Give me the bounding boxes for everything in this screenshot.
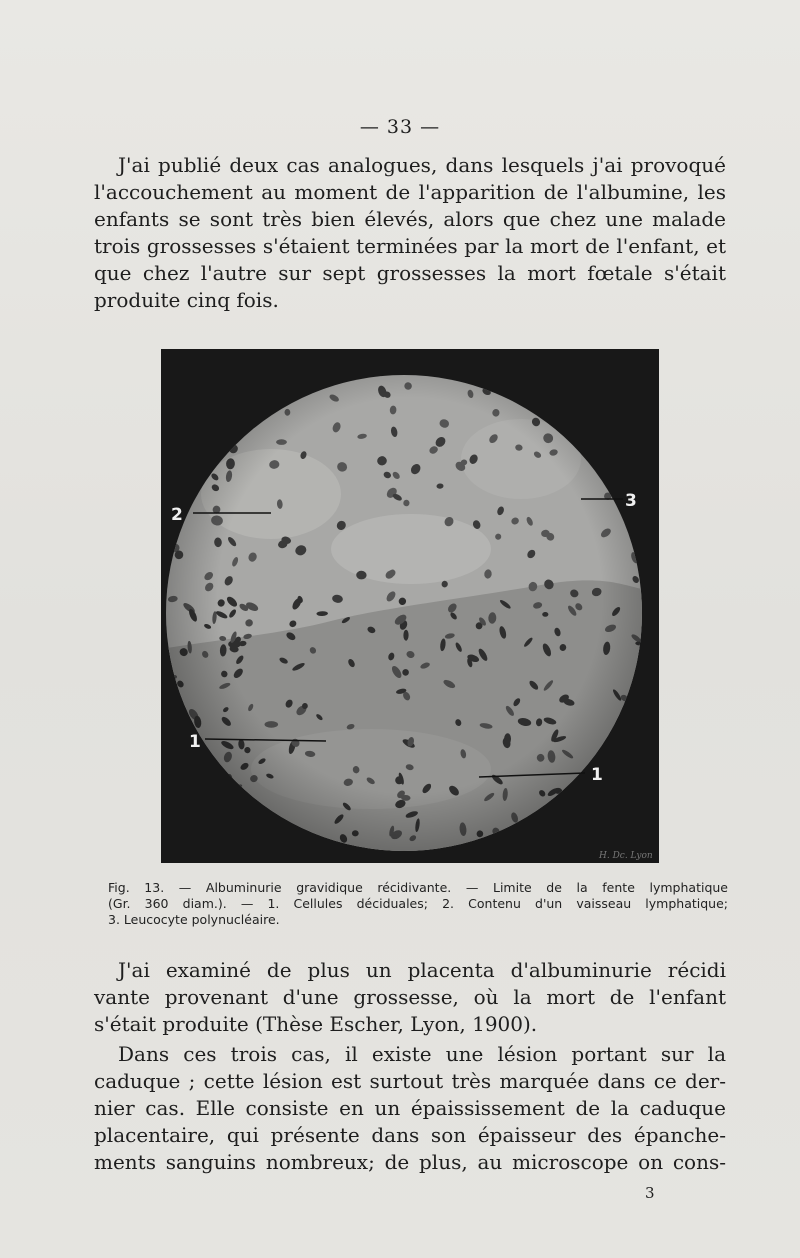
text-line: vante provenant d'une grossesse, où la mort de l'enfant: [94, 985, 726, 1009]
text-line: Dans ces trois cas, il existe une lésion portant sur la: [118, 1042, 726, 1066]
caption-line: Fig. 13. — Albuminurie gravidique récidivante. — Limite de la fente lymphatique: [108, 880, 728, 895]
text-line: que chez l'autre sur sept grossesses la mort fœtale s'était: [94, 261, 726, 285]
micrograph-figure: [161, 349, 659, 863]
page-number: — 33 —: [359, 116, 441, 138]
text-line: caduque ; cette lésion est surtout très marquée dans ce der-: [94, 1069, 726, 1093]
figure-caption: [108, 880, 728, 928]
text-line: enfants se sont très bien élevés, alors que chez une malade: [94, 207, 726, 231]
figure-label-2: 2: [171, 505, 183, 525]
text-line: J'ai publié deux cas analogues, dans lesquels j'ai provoqué: [118, 153, 726, 177]
engraver-signature: H. Dc. Lyon: [599, 851, 653, 861]
signature-mark: 3: [645, 1184, 655, 1202]
figure-label-1a: 1: [189, 732, 201, 752]
text-line: placentaire, qui présente dans son épaisseur des épanche-: [94, 1123, 726, 1147]
paragraph-2: [94, 957, 726, 1038]
text-line: trois grossesses s'étaient terminées par la mort de l'enfant, et: [94, 234, 726, 258]
figure-label-1b: 1: [591, 765, 603, 785]
text-line: produite cinq fois.: [94, 288, 279, 312]
text-line: s'était produite (Thèse Escher, Lyon, 1900).: [94, 1012, 538, 1036]
paragraph-3: [94, 1041, 726, 1176]
text-line: nier cas. Elle consiste en un épaississement de la caduque: [94, 1096, 726, 1120]
micrograph-image: [161, 349, 659, 863]
caption-line: 3. Leucocyte polynucléaire.: [108, 912, 280, 927]
caption-line: (Gr. 360 diam.). — 1. Cellules déciduales; 2. Contenu d'un vaisseau lymphatique;: [108, 896, 728, 911]
text-line: l'accouchement au moment de l'apparition de l'albumine, les: [94, 180, 726, 204]
text-line: J'ai examiné de plus un placenta d'albuminurie récidi: [118, 958, 726, 982]
text-line: ments sanguins nombreux; de plus, au microscope on cons-: [94, 1150, 726, 1174]
paragraph-1: [94, 152, 726, 314]
figure-label-3: 3: [625, 491, 637, 511]
